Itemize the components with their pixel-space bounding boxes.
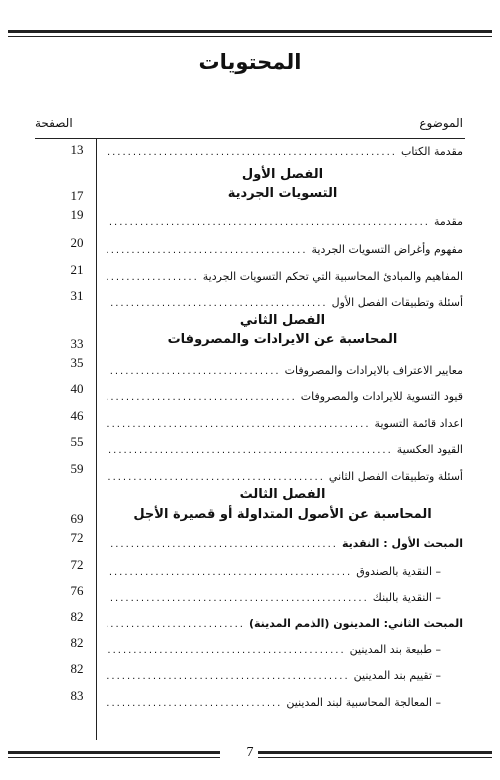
toc-row (35, 235, 465, 257)
table-header (35, 116, 465, 136)
toc-entry (103, 364, 463, 377)
entry-text: أسئلة وتطبيقات الفصل الأول (331, 296, 463, 309)
toc-row (35, 142, 465, 164)
chapter-label: الفصل الثالث (239, 487, 326, 502)
page-number: 69 (70, 511, 84, 526)
leader-dots (107, 298, 328, 309)
toc-row (35, 661, 465, 683)
toc-row (35, 355, 465, 377)
toc-row (35, 207, 465, 229)
entry-text: – النقدية بالبنك (372, 591, 441, 604)
entry-text: – المعالجة المحاسبية لبند المدينين (286, 696, 441, 709)
toc-entry (103, 417, 463, 430)
leader-dots (107, 392, 297, 403)
topic-column-label: الموضوع (419, 116, 463, 130)
toc-row (35, 381, 465, 403)
toc-entry (103, 215, 463, 228)
toc-entry (103, 443, 463, 456)
page-number: 35 (70, 355, 84, 370)
leader-dots (107, 147, 397, 158)
leader-dots (107, 272, 199, 283)
page-number: 31 (70, 288, 84, 303)
entry-text: أسئلة وتطبيقات الفصل الثاني (328, 470, 463, 483)
entry-text: – تقييم بند المدينين (353, 669, 441, 682)
page-number: 33 (70, 336, 84, 351)
leader-dots (107, 472, 325, 483)
leader-dots (107, 445, 393, 456)
leader-dots (107, 366, 281, 377)
entry-text: مقدمة الكتاب (400, 145, 463, 158)
toc-row (35, 288, 465, 310)
toc-row (35, 609, 465, 631)
page-title: المحتويات (198, 50, 302, 74)
entry-text: – طبيعة بند المدينين (349, 643, 441, 656)
toc-row (35, 262, 465, 284)
leader-dots (107, 539, 338, 550)
toc-entry (103, 390, 463, 403)
chapter-title: المحاسبة عن الايرادات والمصروفات (167, 332, 398, 347)
toc-row (35, 530, 465, 552)
chapter-label: الفصل الأول (241, 167, 324, 182)
entry-text: المبحث الثاني: المدينون (الذمم المدينة) (248, 617, 463, 630)
toc-entry (103, 696, 463, 709)
chapter-title: التسويات الجردية (227, 186, 338, 201)
page-number: 20 (70, 235, 84, 250)
page-number: 76 (70, 583, 84, 598)
toc-row (35, 408, 465, 430)
entry-text: معايير الاعتراف بالايرادات والمصروفات (284, 364, 463, 377)
page-number: 72 (70, 557, 84, 572)
page-number: 59 (70, 461, 84, 476)
page-number: 17 (70, 188, 84, 203)
toc-row (35, 583, 465, 605)
entry-text: مقدمة (433, 215, 463, 228)
toc-entry (103, 296, 463, 309)
leader-dots (107, 245, 308, 256)
toc-entry (103, 565, 463, 578)
toc-row (35, 461, 465, 483)
top-rule-thin (8, 36, 492, 37)
page-number: 13 (70, 142, 84, 157)
toc-entry (103, 669, 463, 682)
page-column-label: الصفحة (35, 116, 73, 130)
entry-text: اعداد قائمة التسوية (374, 417, 463, 430)
leader-dots (107, 671, 350, 682)
page-number: 82 (70, 635, 84, 650)
top-rule-thick (8, 30, 492, 33)
footer-page-number: 7 (246, 745, 254, 760)
entry-text: المبحث الأول : النقدية (341, 537, 463, 550)
page-number: 82 (70, 609, 84, 624)
entry-text: مفهوم وأغراض التسويات الجردية (311, 243, 463, 256)
chapter-label: الفصل الثاني (239, 313, 326, 328)
toc-entry (103, 470, 463, 483)
leader-dots (107, 593, 369, 604)
page-number: 82 (70, 661, 84, 676)
toc-entry (103, 270, 463, 283)
toc-entry (103, 145, 463, 158)
leader-dots (107, 698, 282, 709)
page-number: 21 (70, 262, 84, 277)
leader-dots (107, 645, 346, 656)
page-number: 72 (70, 530, 84, 545)
page-number: 19 (70, 207, 84, 222)
chapter-title: المحاسبة عن الأصول المتداولة أو قصيرة الأجل (133, 507, 432, 522)
leader-dots (107, 217, 430, 228)
entry-text: المفاهيم والمبادئ المحاسبية التي تحكم التسويات الجردية (202, 270, 463, 283)
toc-row (35, 434, 465, 456)
header-underline (35, 138, 465, 139)
toc-entry (103, 537, 463, 550)
page-number: 40 (70, 381, 84, 396)
leader-dots (107, 419, 371, 430)
toc-row (35, 688, 465, 710)
page-number: 83 (70, 688, 84, 703)
entry-text: قيود التسوية للايرادات والمصروفات (300, 390, 463, 403)
entry-text: – النقدية بالصندوق (356, 565, 441, 578)
page-number: 46 (70, 408, 84, 423)
entry-text: القيود العكسية (396, 443, 463, 456)
leader-dots (107, 567, 352, 578)
toc-entry (103, 617, 463, 630)
leader-dots (107, 619, 245, 630)
page-number: 55 (70, 434, 84, 449)
toc-row (35, 635, 465, 657)
toc-entry (103, 243, 463, 256)
toc-entry (103, 643, 463, 656)
toc-row (35, 557, 465, 579)
toc-entry (103, 591, 463, 604)
